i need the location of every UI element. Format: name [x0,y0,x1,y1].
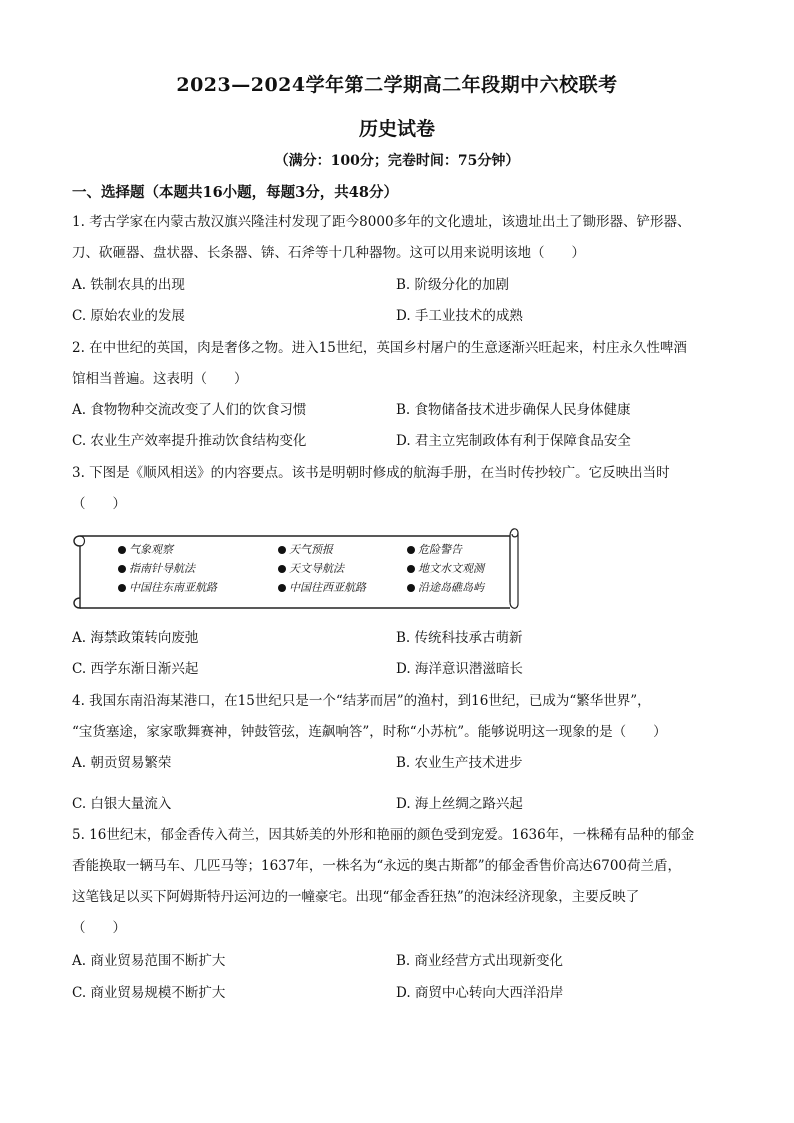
q2-line-1: 2. 在中世纪的英国，肉是奢侈之物。进入15世纪，英国乡村屠户的生意逐渐兴旺起来，村庄永久性啤酒 [72,340,687,356]
q5-line-4: （ ） [72,920,126,936]
q2-option-a: A. 食物物种交流改变了人们的饮食习惯 [72,402,307,418]
q2-option-c: C. 农业生产效率提升推动饮食结构变化 [72,433,307,449]
subject-title: 历史试卷 [358,118,435,140]
bullet-icon [407,584,415,592]
bullet-icon [407,546,415,554]
q1-line-1: 1. 考古学家在内蒙古敖汉旗兴隆洼村发现了距今8000多年的文化遗址，该遗址出土了锄形器、铲形器、 [72,214,691,230]
bullet-icon [407,565,415,573]
q4-option-d: D. 海上丝绸之路兴起 [396,796,523,812]
section-title: 一、选择题（本题共16小题，每题3分，共48分） [72,184,398,201]
q3-option-c: C. 西学东渐日渐兴起 [72,661,199,677]
figure-item: 气象观察 [118,543,173,557]
exam-title: 2023—2024学年第二学期高二年段期中六校联考 [176,74,618,96]
q3-option-a: A. 海禁政策转向废弛 [72,630,199,646]
scroll-figure [70,522,520,614]
figure-item: 沿途岛礁岛屿 [407,581,484,595]
q1-option-a: A. 铁制农具的出现 [72,277,185,293]
q3-line-1: 3. 下图是《顺风相送》的内容要点。该书是明朝时修成的航海手册，在当时传抄较广。它反映出当时 [72,465,670,481]
q4-line-1: 4. 我国东南沿海某港口，在15世纪只是一个“结茅而居”的渔村，到16世纪，已成为“繁华世界”， [72,693,651,709]
bullet-icon [118,565,126,573]
q4-line-2: “宝货塞途，家家歌舞赛神，钟鼓管弦，连飙响答”，时称“小苏杭”。能够说明这一现象的是（ ） [72,724,667,740]
q4-option-c: C. 白银大量流入 [72,796,172,812]
figure-item: 指南针导航法 [118,562,195,576]
q5-line-3: 这笔钱足以买下阿姆斯特丹运河边的一幢豪宅。出现“郁金香狂热”的泡沫经济现象，主要反映了 [72,889,640,905]
q5-option-a: A. 商业贸易范围不断扩大 [72,953,226,969]
q5-option-c: C. 商业贸易规模不断扩大 [72,985,226,1001]
q5-line-1: 5. 16世纪末，郁金香传入荷兰，因其娇美的外形和艳丽的颜色受到宠爱。1636年，一株稀有品种的郁金 [72,827,695,843]
q1-line-2: 刀、砍砸器、盘状器、长条器、锛、石斧等十几种器物。这可以用来说明该地（ ） [72,245,585,261]
figure-item: 地文水文观测 [407,562,484,576]
bullet-icon [278,546,286,554]
bullet-icon [278,565,286,573]
bullet-icon [278,584,286,592]
q4-option-b: B. 农业生产技术进步 [396,755,523,771]
bullet-icon [118,584,126,592]
bullet-icon [118,546,126,554]
q1-option-b: B. 阶级分化的加剧 [396,277,510,293]
figure-item: 中国往东南亚航路 [118,581,217,595]
q3-line-2: （ ） [72,496,126,512]
score-info: （满分：100分；完卷时间：75分钟） [274,153,520,169]
q2-line-2: 馆相当普遍。这表明（ ） [72,371,248,387]
q5-option-d: D. 商贸中心转向大西洋沿岸 [396,985,564,1001]
figure-item: 中国往西亚航路 [278,581,366,595]
figure-item: 天文导航法 [278,562,344,576]
q1-option-c: C. 原始农业的发展 [72,308,185,324]
q5-line-2: 香能换取一辆马车、几匹马等；1637年，一株名为“永远的奥古斯都”的郁金香售价高达6700荷兰盾， [72,858,682,874]
q4-option-a: A. 朝贡贸易繁荣 [72,755,172,771]
figure-item: 危险警告 [407,543,462,557]
q2-option-b: B. 食物储备技术进步确保人民身体健康 [396,402,631,418]
q1-option-d: D. 手工业技术的成熟 [396,308,523,324]
q2-option-d: D. 君主立宪制政体有利于保障食品安全 [396,433,631,449]
q3-option-b: B. 传统科技承古萌新 [396,630,523,646]
figure-item: 天气预报 [278,543,333,557]
q3-option-d: D. 海洋意识潜滋暗长 [396,661,523,677]
q5-option-b: B. 商业经营方式出现新变化 [396,953,564,969]
